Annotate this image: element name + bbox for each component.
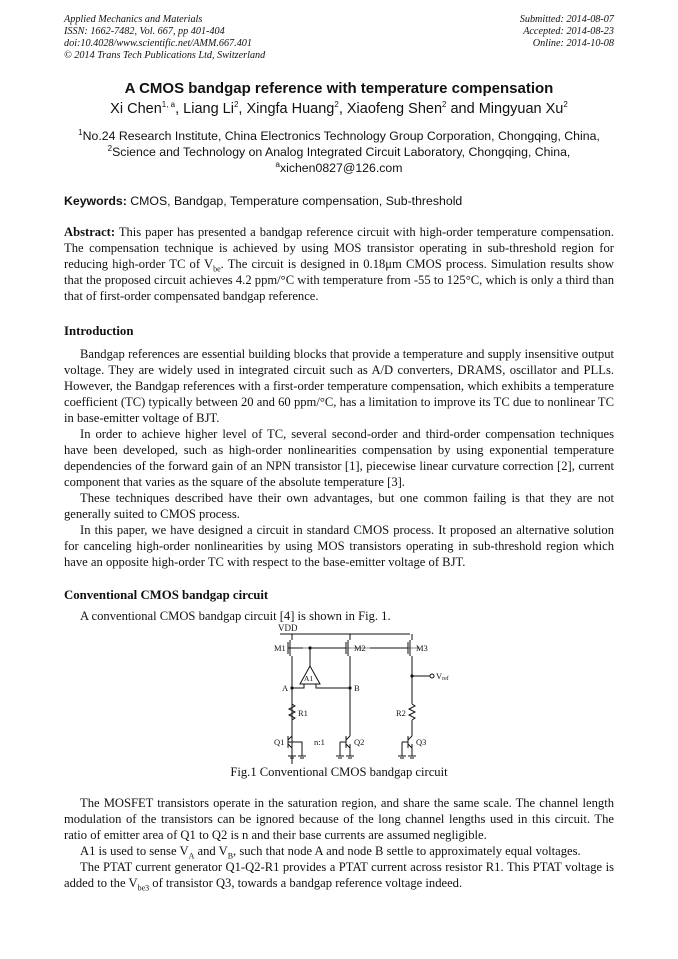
paper-title: A CMOS bandgap reference with temperature compensation	[124, 80, 554, 97]
label-ratio: n:1	[314, 737, 325, 747]
doi: doi:10.4028/www.scientific.net/AMM.667.401	[64, 38, 252, 49]
label-q2: Q2	[354, 737, 365, 747]
affiliation-2: $^2$Science and Technology on Analog Integrated Circuit Laboratory, Chongqing, China,	[107, 143, 571, 159]
paragraph: In this paper, we have designed a circuit in standard CMOS process. It proposed an alternative solution for canceling high-order nonlinearities by using MOS transistors operating in sub-threshold region which have an opposite high-order TC with respect to the base-emitter voltage of BJT.	[64, 523, 614, 569]
label-r2: R2	[396, 708, 406, 718]
paragraph: Bandgap references are essential building blocks that provide a temperature and supply insensitive output voltage. They are widely used in integrated circuit such as A/D converters, DRAMS, oscillator and PLLs. However, the Bandgap references with a first-order temperature compensation, which exhibits a temperature coefficient (TC) typically between 20 and 60 ppm/°C, has a limitation to improve its TC due to nonlinear TC in base-emitter voltage of BJT.	[64, 347, 614, 425]
label-vdd: VDD	[278, 623, 298, 633]
label-m1: M1	[274, 643, 286, 653]
email[interactable]: $^a$xichen0827@126.com	[275, 159, 403, 175]
conventional-body	[64, 795, 614, 891]
label-m2: M2	[354, 643, 366, 653]
label-m3: M3	[416, 643, 428, 653]
bandgap-circuit-diagram	[270, 624, 460, 764]
dates	[520, 14, 614, 50]
online-date: Online: 2014-10-08	[532, 38, 614, 49]
label-vref: Vref	[436, 671, 449, 682]
conventional-section	[64, 588, 614, 624]
figure-caption: Fig.1 Conventional CMOS bandgap circuit	[230, 765, 448, 779]
label-q1: Q1	[274, 737, 285, 747]
affiliations	[64, 128, 614, 176]
introduction-section	[64, 324, 614, 570]
submitted-date: Submitted: 2014-08-07	[519, 14, 614, 25]
paragraph: The PTAT current generator Q1-Q2-R1 provides a PTAT current across resistor R1. This PTAT voltage is added to the $V_{be3}$ of transistor Q3, towards a bandgap reference voltage indeed.	[64, 860, 614, 893]
section-heading: Introduction	[64, 324, 134, 338]
journal-name: Applied Mechanics and Materials	[64, 14, 203, 25]
paragraph: The MOSFET transistors operate in the saturation region, and share the same scale. The channel length modulation of the transistors can be ignored because of the long channel lengths used in this circuit. The ratio of emitter area of Q1 to Q2 is n and their base currents are assumed negligible.	[64, 796, 614, 842]
section-heading: Conventional CMOS bandgap circuit	[64, 588, 269, 602]
copyright: © 2014 Trans Tech Publications Ltd, Switzerland	[64, 50, 266, 61]
paragraph: A1 is used to sense $V_A$ and $V_B$, such that node A and node B settle to approximately equal voltages.	[80, 844, 581, 861]
paragraph: A conventional CMOS bandgap circuit [4] is shown in Fig. 1.	[80, 609, 391, 623]
label-a: A	[282, 683, 289, 693]
label-q3: Q3	[416, 737, 427, 747]
journal-info	[64, 14, 265, 62]
label-b: B	[354, 683, 360, 693]
issn: ISSN: 1662-7482, Vol. 667, pp 401-404	[64, 26, 225, 37]
label-r1: R1	[298, 708, 308, 718]
paragraph: These techniques described have their own advantages, but one common failing is that they are not generally suited to CMOS process.	[64, 491, 614, 521]
affiliation-1: $^1$No.24 Research Institute, China Electronics Technology Group Corporation, Chongqing, China,	[78, 127, 600, 143]
label-a1: A1	[304, 674, 314, 683]
keywords: Keywords: CMOS, Bandgap, Temperature compensation, Sub-threshold	[64, 194, 463, 208]
accepted-date: Accepted: 2014-08-23	[523, 26, 614, 37]
authors: Xi Chen$^{1, a}$, Liang Li$^2$, Xingfa Huang$^2$, Xiaofeng Shen$^2$ and Mingyuan Xu$^2$	[110, 100, 568, 117]
abstract: Abstract: This paper has presented a bandgap reference circuit with high-order temperature compensation. The compensation technique is achieved by using MOS transistor operating in sub-threshold region for reducing high-order TC of $V_{be}$. The circuit is designed in 0.18μm CMOS process. Simulation results show that the proposed circuit achieves 4.2 ppm/°C with temperature from -55 to 125°C, which is only a third than that of first-order compensated bandgap reference.	[64, 225, 615, 303]
paragraph: In order to achieve higher level of TC, several second-order and third-order compensation techniques have been developed, such as high-order nonlinearities compensation by using exponential temperature dependencies of the forward gain of an NPN transistor [1], piecewise linear curvature correction [2], current component that varies as the square of the absolute temperature [3].	[64, 427, 614, 489]
